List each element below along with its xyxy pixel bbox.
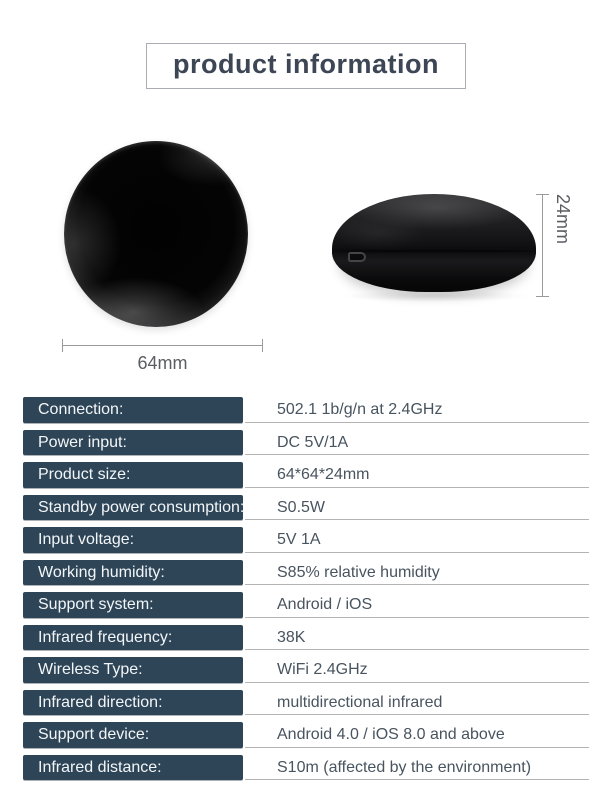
spec-value-cell: S0.5W bbox=[245, 495, 589, 521]
spec-value-cell: WiFi 2.4GHz bbox=[245, 657, 589, 683]
spec-label-cell: Input voltage: bbox=[23, 527, 243, 553]
table-row bbox=[23, 657, 589, 683]
table-row bbox=[23, 430, 589, 456]
spec-label-cell: Working humidity: bbox=[23, 560, 243, 586]
spec-value-cell: Android 4.0 / iOS 8.0 and above bbox=[245, 722, 589, 748]
spec-value-cell: S85% relative humidity bbox=[245, 560, 589, 586]
spec-label-cell: Power input: bbox=[23, 430, 243, 456]
spec-value-cell: 502.1 1b/g/n at 2.4GHz bbox=[245, 397, 589, 423]
table-row bbox=[23, 462, 589, 488]
spec-value-cell: 38K bbox=[245, 625, 589, 651]
width-dimension-line bbox=[62, 339, 263, 352]
table-row bbox=[23, 397, 589, 423]
spec-label-cell: Infrared frequency: bbox=[23, 625, 243, 651]
spec-value-cell: 64*64*24mm bbox=[245, 462, 589, 488]
device-side-view-image bbox=[332, 194, 536, 292]
table-row bbox=[23, 592, 589, 618]
table-row bbox=[23, 560, 589, 586]
spec-label-cell: Support device: bbox=[23, 722, 243, 748]
spec-value-cell: multidirectional infrared bbox=[245, 690, 589, 716]
spec-value-cell: DC 5V/1A bbox=[245, 430, 589, 456]
table-row bbox=[23, 722, 589, 748]
page-title-box bbox=[146, 43, 466, 89]
usb-port bbox=[348, 252, 366, 262]
table-row bbox=[23, 690, 589, 716]
spec-value-cell: Android / iOS bbox=[245, 592, 589, 618]
height-dimension-line bbox=[536, 194, 549, 297]
spec-label-cell: Wireless Type: bbox=[23, 657, 243, 683]
spec-label-cell: Connection: bbox=[23, 397, 243, 423]
device-front-view-image bbox=[64, 141, 248, 327]
table-row bbox=[23, 625, 589, 651]
page-title: product information bbox=[173, 49, 439, 79]
table-row bbox=[23, 755, 589, 781]
device-seam bbox=[338, 250, 530, 252]
table-row bbox=[23, 495, 589, 521]
height-dimension-label: 24mm bbox=[553, 194, 573, 245]
spec-label-cell: Support system: bbox=[23, 592, 243, 618]
spec-label-cell: Product size: bbox=[23, 462, 243, 488]
spec-label-cell: Standby power consumption: bbox=[23, 495, 243, 521]
table-row bbox=[23, 527, 589, 553]
spec-label-cell: Infrared distance: bbox=[23, 755, 243, 781]
spec-value-cell: 5V 1A bbox=[245, 527, 589, 553]
width-dimension-label: 64mm bbox=[137, 353, 188, 373]
spec-label-cell: Infrared direction: bbox=[23, 690, 243, 716]
spec-table bbox=[23, 397, 589, 780]
spec-value-cell: S10m (affected by the environment) bbox=[245, 755, 589, 781]
